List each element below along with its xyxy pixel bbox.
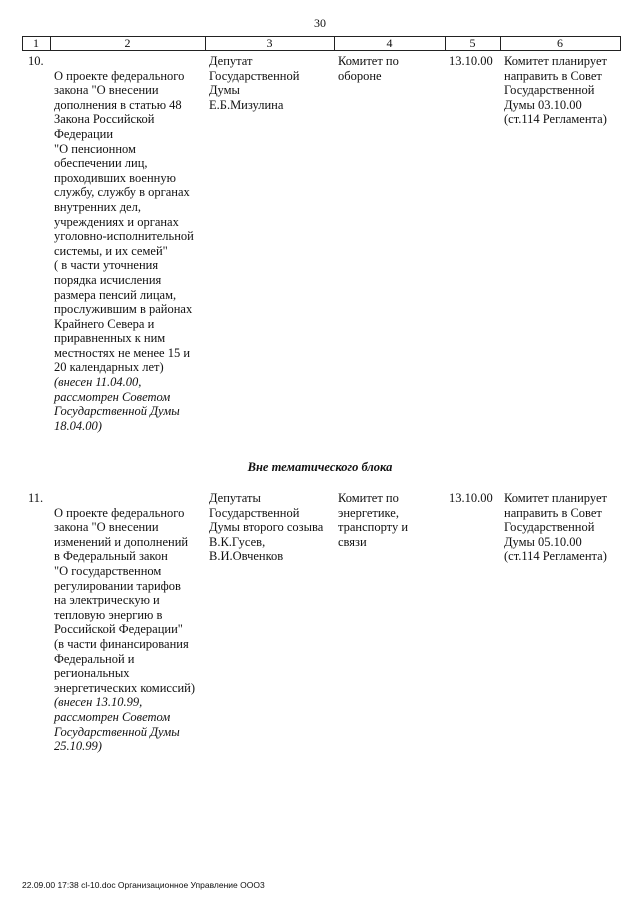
column-header: 1 xyxy=(33,36,39,50)
bill-committee: Комитет по обороне xyxy=(338,54,399,83)
column-header: 3 xyxy=(266,36,273,50)
page-number: 30 xyxy=(314,16,326,30)
bill-status-note: (внесен 11.04.00, рассмотрен Советом Государственной Думы 18.04.00) xyxy=(54,375,180,433)
bill-title xyxy=(54,54,204,433)
bill-date: 13.10.00 xyxy=(449,491,493,505)
bill-plan: Комитет планирует направить в Совет Государственной Думы 03.10.00 (ст.114 Регламента) xyxy=(504,54,607,127)
bill-author: Депутат Государственной Думы Е.Б.Мизулина xyxy=(209,54,300,112)
header-bottom-border xyxy=(22,50,620,51)
bill-description: О проекте федерального закона "О внесении изменений и дополнений в Федеральный закон "О государственном регулировании тарифов на электрическую и тепловую энергию в Российской Федерации" (в части финансирования Федеральной и региональных энергетических комиссий) xyxy=(54,505,196,695)
bill-date: 13.10.00 xyxy=(449,54,493,68)
bill-plan: Комитет планирует направить в Совет Государственной Думы 05.10.00 (ст.114 Регламента) xyxy=(504,491,607,564)
column-header: 5 xyxy=(469,36,476,50)
row-number: 10. xyxy=(28,54,44,68)
bill-title xyxy=(54,491,204,754)
column-header: 6 xyxy=(557,36,563,50)
bill-committee: Комитет по энергетике, транспорту и связи xyxy=(338,491,409,549)
section-title: Вне тематического блока xyxy=(247,460,393,474)
col-divider xyxy=(620,36,621,51)
bill-author: Депутаты Государственной Думы второго созыва В.К.Гусев, В.И.Овченков xyxy=(209,491,324,564)
row-number: 11. xyxy=(28,491,44,505)
bill-status-note: (внесен 13.10.99, рассмотрен Советом Государственной Думы 25.10.99) xyxy=(54,695,180,754)
bill-description: О проекте федерального закона "О внесении дополнения в статью 48 Закона Российской Федерации "О пенсионном обеспечении лиц, проходивших военную службу, службу в органах внутренних дел, учреждениях и органах уголовно-исполнительной системы, и их семей" ( в части уточнения порядка исчисления размера пенсий лицам, прослужившим в районах Крайнего Севера и приравненных к ним местностях не менее 15 и 20 календарных лет) xyxy=(54,68,194,375)
column-header: 2 xyxy=(124,36,131,50)
document-footer: 22.09.00 17:38 cl-10.doc Организационное Управление ООО3 xyxy=(22,880,265,890)
column-header: 4 xyxy=(386,36,393,50)
